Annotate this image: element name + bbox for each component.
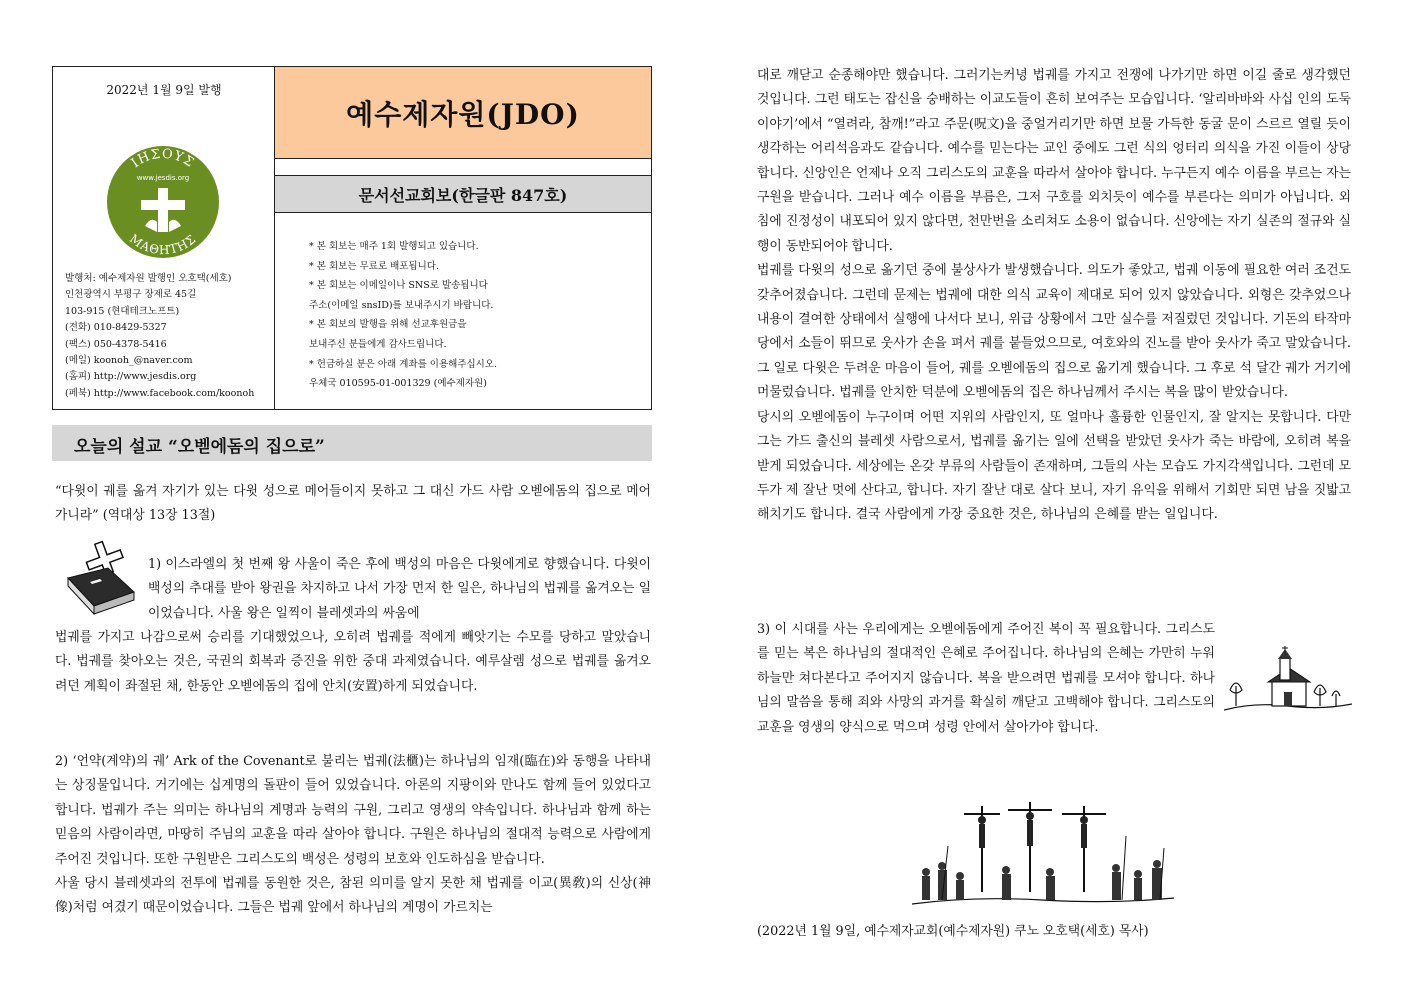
contact-phone: (전화) 010-8429-5327	[65, 322, 167, 334]
issue-date: 2022년 1월 9일 발행	[106, 83, 222, 97]
bible-with-cross-icon	[60, 538, 140, 618]
sermon-paragraph-1: 법궤를 가지고 나감으로써 승리를 기대했었으나, 오히려 법궤를 적에게 빼앗기는 수모를 당하고 말았습니다. 법궤를 찾아오는 것은, 국권의 회복과 증진을 위한 중대 과제였습니다. 예루살렘 성으로 법궤를 옮겨오려던 계획이 좌절된 채, 한동안 오벧에돔의 집에 안치(安置)하게 되었습니다.	[55, 630, 651, 694]
note-line: * 본 회보는 매주 1회 발행되고 있습니다.	[309, 241, 479, 252]
svg-text:ΜΑΘΗΤΗΣ: ΜΑΘΗΤΗΣ	[126, 231, 199, 258]
sermon-heading: 오늘의 설교 “오벧에돔의 집으로”	[74, 437, 325, 457]
contact-line: 103-915 (현대테크노프트)	[65, 305, 180, 317]
masthead-info-panel	[53, 67, 275, 409]
note-line: 주소(이메일 snsID)를 보내주시기 바랍니다.	[309, 299, 494, 311]
sermon-heading-bar	[52, 425, 652, 461]
note-line: * 본 회보는 무료로 배포됩니다.	[309, 260, 439, 272]
sermon-paragraph-continued: 대로 깨닫고 순종해야만 했습니다. 그러기는커녕 법궤를 가지고 전쟁에 나가기만 하면 이길 줄로 생각했던 것입니다. 그런 태도는 잡신을 숭배하는 이교도들이 흔히 보여주는 모습입니다. ‘알리바바와 사십 인의 도둑 이야기’에서 “열려라, 참깨!”라고 주문(呪文)을 중얼거리기만 하면 보물 가득한 동굴 문이 스르르 열릴 듯이 생각하는 어리석음과도 같습니다. 예수를 믿는다는 교인 중에도 그런 식의 엉터리 의식을 가진 이들이 상당합니다. 신앙인은 언제나 오직 그리스도의 교훈을 따라서 살아야 합니다. 누구든지 예수 이름을 부르는 자는 구원을 받습니다. 그러나 예수 이름을 부름은, 그저 구호를 외치듯이 예수를 부른다는 의미가 아닙니다. 외침에 진정성이 내포되어 있지 않다면, 천만번을 소리쳐도 소용이 없습니다. 신앙에는 자기 실존의 절규와 실행이 동반되어야 합니다. 법궤를 다윗의 성으로 옮기던 중에 불상사가 발생했습니다. 의도가 좋았고, 법궤 이동에 필요한 여러 조건도 갖추어졌습니다. 그런데 문제는 법궤에 대한 의식 교육이 제대로 되어 있지 않았습니다. 외형은 갖추었으나 내용이 결여한 상태에서 실행에 나서다 보니, 위급 상황에서 그만 실수를 저질렀던 것입니다. 기돈의 타작마당에서 소들이 뛰므로 웃사가 손을 펴서 궤를 붙들었으므로, 여호와의 진노를 받아 웃사가 죽고 말았습니다. 그 일로 다윗은 두려운 마음이 들어, 궤를 오벧에돔의 집으로 옮기게 했습니다. 그 후로 석 달간 궤가 거기에 머물렀습니다. 법궤를 안치한 덕분에 오벧에돔의 집은 하나님께서 주시는 복을 많이 받았습니다. 당시의 오벧에돔이 누구이며 어떤 지위의 사람인지, 또 얼마나 훌륭한 인물인지, 잘 알지는 못합니다. 다만 그는 가드 출신의 블레셋 사람으로서, 법궤를 옮기는 일에 선택을 받았던 웃사가 죽는 바람에, 오히려 복을 받게 되었습니다. 세상에는 온갖 부류의 사람들이 존재하며, 그들의 사는 모습도 가지각색입니다. 그런데 모두가 제 잘난 멋에 산다고, 합니다. 자기 잘난 대로 살다 보니, 자기 유익을 위해서 기회만 되면 남을 짓밟고 해치기도 합니다. 결국 사람에게 가장 중요한 것은, 하나님의 은혜를 받는 일입니다.	[757, 68, 1351, 523]
newsletter-subtitle: 문서선교회보(한글판 847호)	[358, 185, 568, 205]
note-line: * 본 회보는 이메일이나 SNS로 발송됩니다	[309, 280, 488, 292]
sermon-paragraph-2: 2) ‘언약(계약)의 궤’ Ark of the Covenant로 불리는 법궤(法櫃)는 하나님의 임재(臨在)와 동행을 나타내는 상징물입니다. 거기에는 십계명의 돌판이 들어 있었습니다. 아론의 지팡이와 만나도 함께 들어 있었다고 합니다. 법궤가 주는 의미는 하나님의 계명과 능력의 구원, 그리고 영생의 약속입니다. 하나님과 함께 하는 믿음의 사람이라면, 마땅히 주님의 교훈을 따라 살아야 합니다. 구원은 하나님의 절대적 능력으로 사람에게 주어진 것입니다. 또한 구원받은 그리스도의 백성은 성령의 보호와 인도하심을 받습니다. 사울 당시 블레셋과의 전투에 법궤를 동원한 것은, 참된 의미를 알지 못한 채 법궤를 이교(異敎)의 신상(神像)처럼 여겼기 때문이었습니다. 그들은 법궤 앞에서 하나님의 계명이 가르치는	[55, 754, 651, 916]
subtitle-banner	[275, 175, 651, 213]
note-line: 우체국 010595-01-001329 (예수제자원)	[309, 378, 487, 390]
note-line: * 헌금하실 분은 아래 계좌를 이용해주십시오.	[309, 358, 498, 370]
contact-email[interactable]: (메일) koonoh_@naver.com	[65, 355, 193, 367]
publisher-contact	[65, 271, 273, 402]
note-line: * 본 회보의 발행을 위해 선교후원금을	[309, 319, 467, 331]
sermon-paragraph-3: 3) 이 시대를 사는 우리에게는 오벧에돔에게 주어진 복이 꼭 필요합니다. 그리스도를 믿는 복은 하나님의 절대적인 은혜로 주어집니다. 하나님의 은혜는 가만히 누워 하늘만 쳐다본다고 주어지지 않습니다. 복을 받으려면 법궤를 모셔야 합니다. 하나님의 말씀을 통해 죄와 사망의 과거를 확실히 깨닫고 고백해야 합니다. 그리스도의 교훈을 영생의 양식으로 먹으며 성령 안에서 살아가야 합니다.	[757, 622, 1215, 735]
title-banner	[275, 67, 651, 159]
note-line: 보내주신 분들에게 감사드립니다.	[309, 338, 447, 350]
logo-url: www.jesdis.org	[136, 174, 190, 182]
church-landscape-icon	[1224, 646, 1352, 718]
sermon-signature: (2022년 1월 9일, 예수제자교회(예수제자원) 쿠노 오호택(세호) 목사)	[757, 924, 1149, 939]
scripture-quote: “다윗이 궤를 옮겨 자기가 있는 다윗 성으로 메어들이지 못하고 그 대신 가드 사람 오벧에돔의 집으로 메어가니라” (역대상 13장 13절)	[55, 484, 651, 524]
newsletter-title: 예수제자원(JDO)	[346, 97, 580, 131]
contact-facebook[interactable]: (페북) http://www.facebook.com/koonoh	[65, 387, 255, 399]
jesdis-logo	[105, 122, 221, 282]
svg-text:ΙΗΣΟΥΣ: ΙΗΣΟΥΣ	[128, 146, 197, 172]
contact-line: 발행처: 예수제자원 발행인 오호택(세호)	[65, 273, 232, 284]
sermon-paragraph-1-head: 1) 이스라엘의 첫 번째 왕 사울이 죽은 후에 백성의 마음은 다윗에게로 향했습니다. 다윗이 백성의 추대를 받아 왕권을 차지하고 나서 가장 먼저 한 일은, 하나님의 법궤를 옮겨오는 일이었습니다. 사울 왕은 일찍이 블레셋과의 싸움에	[148, 557, 651, 621]
masthead	[52, 66, 652, 410]
crucifixion-scene-image	[912, 796, 1174, 912]
newsletter-notes	[309, 237, 649, 394]
contact-homepage[interactable]: (홈피) http://www.jesdis.org	[65, 371, 197, 383]
contact-line: 인천광역시 부평구 장제로 45길	[65, 289, 197, 301]
contact-fax: (팩스) 050-4378-5416	[65, 338, 167, 350]
